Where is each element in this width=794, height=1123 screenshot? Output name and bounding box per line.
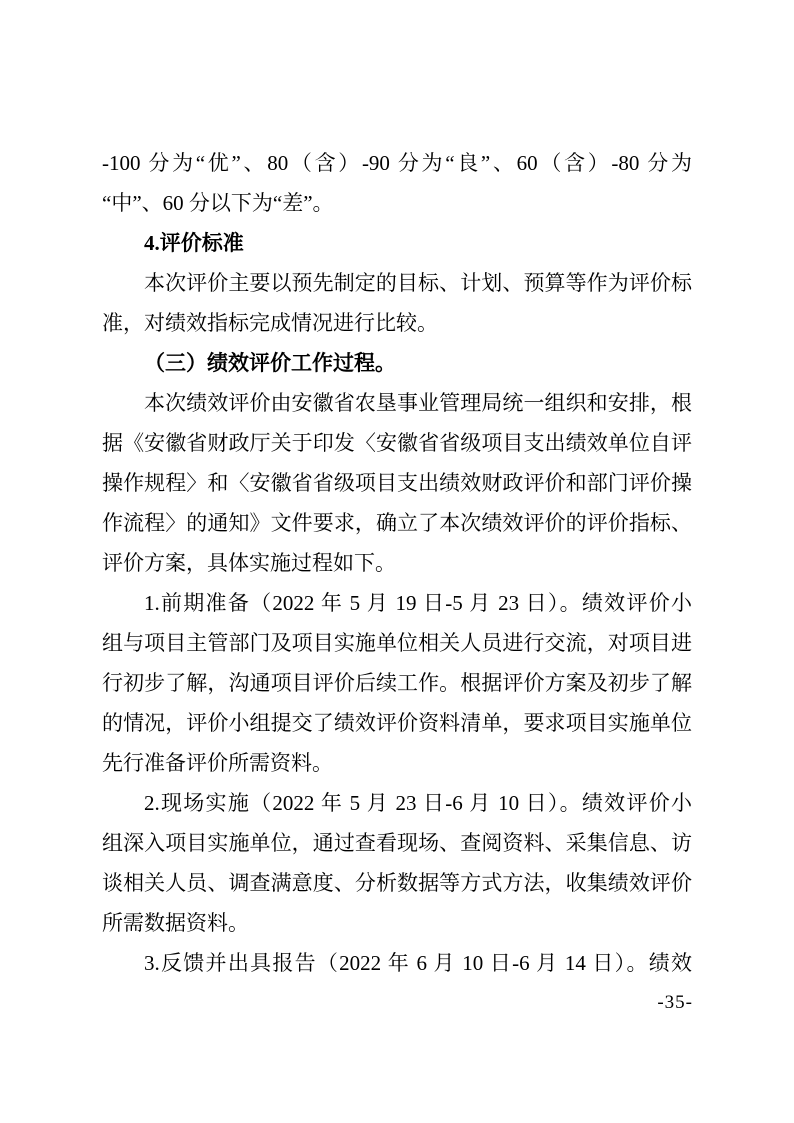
section-heading [102,223,692,263]
text-line: 3.反馈并出具报告（2022 年 6 月 10 日-6 月 14 日）。绩效 [144,951,692,975]
text-line: 所需数据资料。 [102,911,249,935]
text-line: 2.现场实施（2022 年 5 月 23 日-6 月 10 日）。绩效评价小 [144,791,692,815]
text-line: -100 分为“优”、80（含）-90 分为“良”、60（含）-80 分为 [102,151,692,175]
text-line: 行初步了解，沟通项目评价后续工作。根据评价方案及初步了解 [102,671,692,695]
text-line: 评价方案，具体实施过程如下。 [102,551,396,575]
body-paragraph [102,783,692,943]
text-line: 操作规程〉和〈安徽省省级项目支出绩效财政评价和部门评价操 [102,471,692,495]
text-line: 准，对绩效指标完成情况进行比较。 [102,311,438,335]
document-body [102,143,692,983]
text-line: 据《安徽省财政厅关于印发〈安徽省省级项目支出绩效单位自评 [102,431,692,455]
text-line: 4.评价标准 [144,231,244,255]
text-line: 组与项目主管部门及项目实施单位相关人员进行交流，对项目进 [102,631,692,655]
page-number: -35- [657,992,693,1013]
text-line: 谈相关人员、调查满意度、分析数据等方式方法，收集绩效评价 [102,871,692,895]
section-heading [102,343,692,383]
text-line: 作流程〉的通知》文件要求，确立了本次绩效评价的评价指标、 [102,511,692,535]
text-line: 1.前期准备（2022 年 5 月 19 日-5 月 23 日）。绩效评价小 [144,591,692,615]
body-paragraph [102,583,692,783]
text-line: 先行准备评价所需资料。 [102,751,333,775]
text-line: 本次评价主要以预先制定的目标、计划、预算等作为评价标 [144,271,692,295]
text-line: （三）绩效评价工作过程。 [144,351,396,375]
body-paragraph [102,143,692,223]
body-paragraph [102,383,692,583]
text-line: 本次绩效评价由安徽省农垦事业管理局统一组织和安排，根 [144,391,692,415]
body-paragraph [102,943,692,983]
text-line: “中”、60 分以下为“差”。 [102,191,334,215]
text-line: 组深入项目实施单位，通过查看现场、查阅资料、采集信息、访 [102,831,692,855]
text-line: 的情况，评价小组提交了绩效评价资料清单，要求项目实施单位 [102,711,692,735]
body-paragraph [102,263,692,343]
